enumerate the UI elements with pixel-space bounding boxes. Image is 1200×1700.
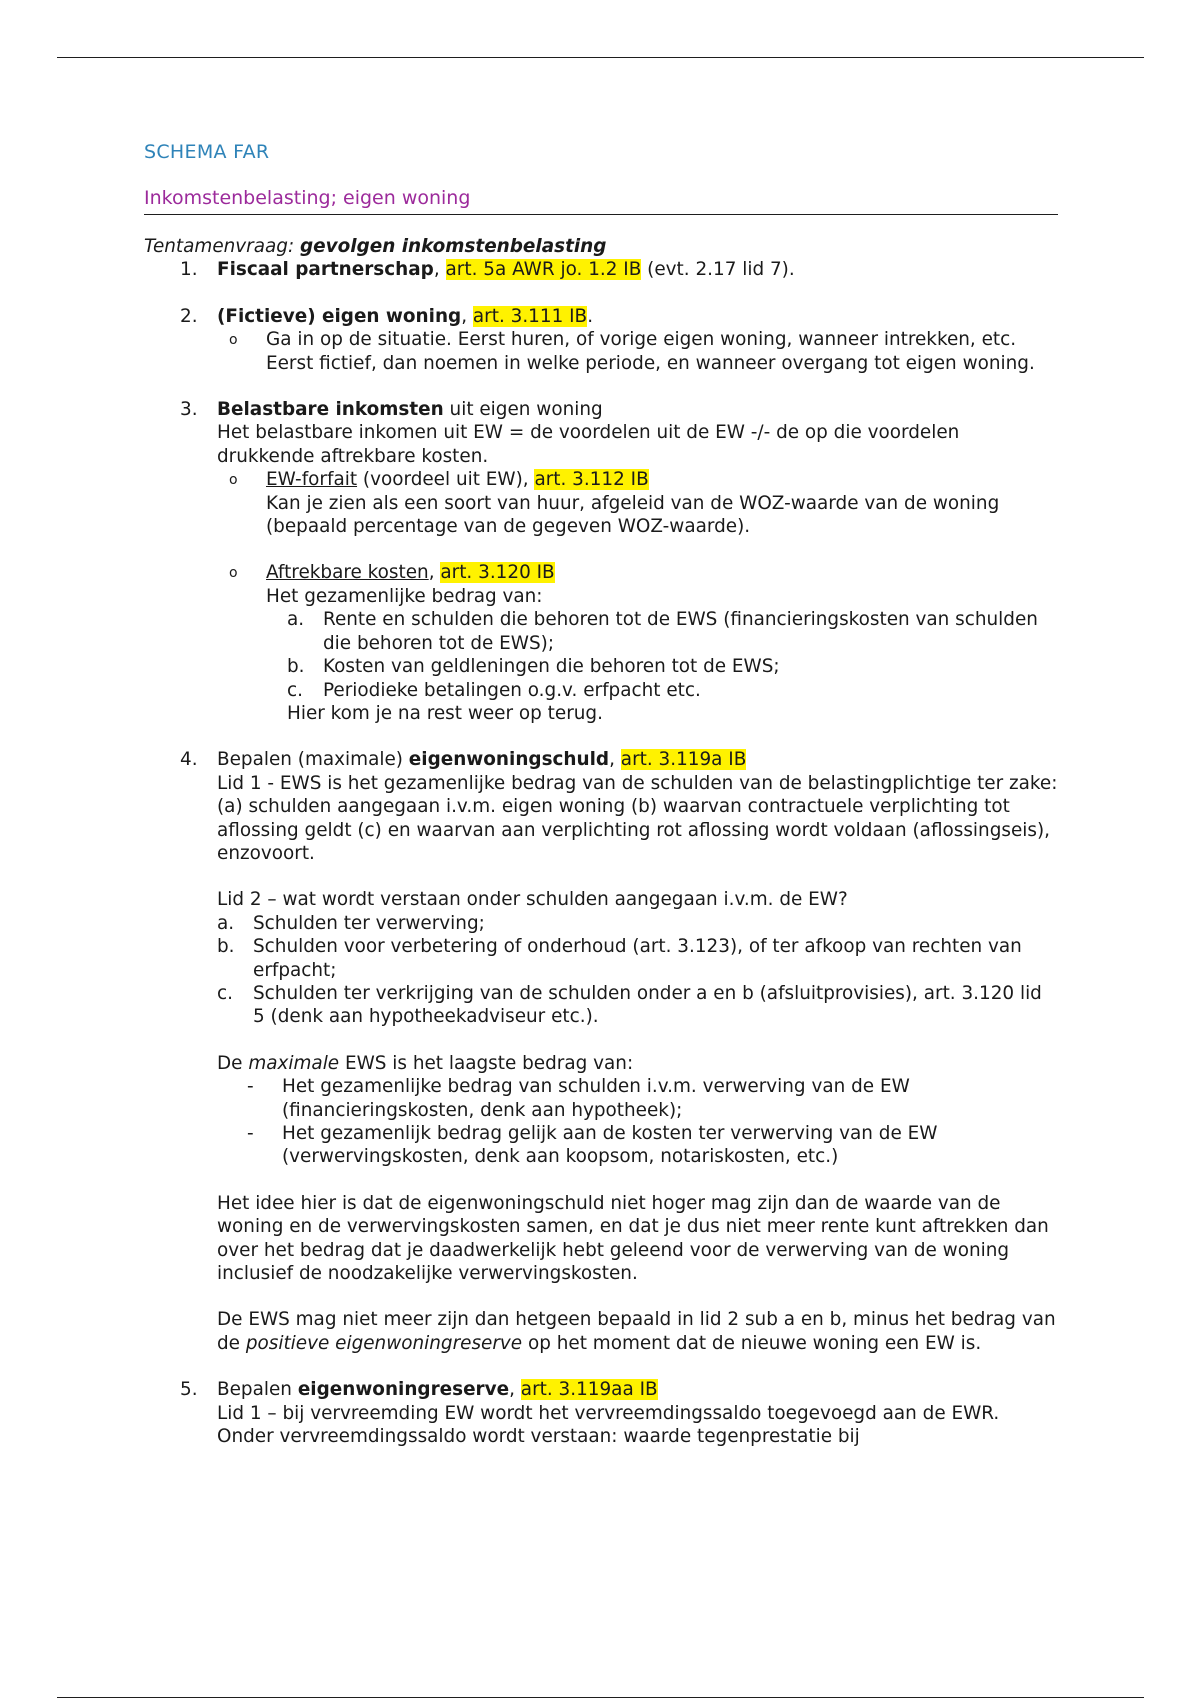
item-heading: (Fictieve) eigen woning <box>217 305 462 327</box>
sub-item <box>287 608 1058 655</box>
article-highlight: art. 3.120 IB <box>440 562 555 584</box>
dash-bullet: - <box>247 1076 254 1098</box>
sub-item-letter: a. <box>217 912 235 934</box>
italic-fragment: maximale <box>248 1052 340 1074</box>
dash-item <box>217 1075 1058 1122</box>
sub-item-text: Kosten van geldleningen die behoren tot de EWS; <box>323 656 780 678</box>
document-subtitle: Inkomstenbelasting; eigen woning <box>144 186 1058 215</box>
separator: , <box>461 305 473 327</box>
document-title: SCHEMA FAR <box>144 141 270 163</box>
circle-bullet-icon: o <box>229 565 238 582</box>
sub-item-letter: b. <box>287 656 305 678</box>
item-number: 3. <box>180 399 198 421</box>
separator: , <box>428 562 441 584</box>
item-heading: Belastbare inkomsten <box>217 399 444 421</box>
separator: , <box>433 259 446 281</box>
item-description: Het belastbare inkomen uit EW = de voordelen uit de EW -/- de op die voordelen drukkende aftrekbare kosten. <box>217 422 960 467</box>
article-highlight: art. 3.119a IB <box>620 749 747 771</box>
sub-item-letter: a. <box>287 609 305 631</box>
bullet-heading: EW-forfait <box>266 469 358 491</box>
item-rest: (evt. 2.17 lid 7). <box>641 259 795 281</box>
sub-item <box>217 982 1058 1029</box>
article-highlight: art. 3.111 IB <box>472 305 588 327</box>
bullet-rest: (voordeel uit EW), <box>357 469 535 491</box>
text-fragment: EWS is het laagste bedrag van: <box>339 1052 634 1074</box>
sub-item-letter: c. <box>287 679 303 701</box>
bullet-text: Ga in op de situatie. Eerst huren, of vorige eigen woning, wanneer intrekken, etc. Eerst fictief, dan noemen in welke periode, en wanneer overgang tot eigen woning. <box>266 329 1035 374</box>
separator: , <box>609 749 621 771</box>
sub-item-text: Periodieke betalingen o.g.v. erfpacht etc. <box>323 679 701 701</box>
lid-2-text: Lid 2 – wat wordt verstaan onder schulden aangegaan i.v.m. de EW? <box>217 889 848 911</box>
bullet-item-ew-forfait <box>217 468 1058 538</box>
sub-item <box>217 935 1058 982</box>
sub-item-text: Schulden voor verbetering of onderhoud (art. 3.123), of ter afkoop van rechten van erfpacht; <box>253 936 1022 981</box>
bullet-heading: Aftrekbare kosten <box>266 562 429 584</box>
item-prefix: Bepalen (maximale) <box>217 749 409 771</box>
item-number: 1. <box>180 259 198 281</box>
dash-item <box>217 1122 1058 1169</box>
italic-fragment: positieve eigenwoningreserve <box>245 1332 523 1354</box>
item-number: 4. <box>180 749 198 771</box>
item-rest: . <box>587 305 594 327</box>
question-topic: gevolgen inkomstenbelasting <box>300 236 607 257</box>
sub-item-letter: b. <box>217 936 235 958</box>
item-number: 5. <box>180 1379 198 1401</box>
separator: , <box>509 1379 521 1401</box>
bullet-item-aftrekbare-kosten <box>217 561 1058 725</box>
main-list <box>144 258 1058 1448</box>
list-item-3 <box>144 398 1058 725</box>
dash-bullet: - <box>247 1123 254 1144</box>
item-prefix: Bepalen <box>217 1379 298 1401</box>
bullet-list <box>217 468 1058 725</box>
sub-item-text: Schulden ter verwerving; <box>253 912 485 934</box>
exam-question <box>144 235 1058 258</box>
ews-paragraph <box>217 1308 1058 1355</box>
lid-1-text: Lid 1 - EWS is het gezamenlijke bedrag van de schulden van de belastingplichtige ter zake: (a) schulden aangegaan i.v.m. eigen woning (b) waarvan contractuele verplichting tot aflossing geldt (c) en waarvan aan verplichting rot aflossing wordt voldaan (aflossingseis), enzovoort. <box>217 772 1058 864</box>
sub-item <box>217 912 1058 935</box>
question-prefix: Tentamenvraag: <box>144 236 300 257</box>
sub-item-letter: c. <box>217 982 233 1004</box>
header-rule <box>57 57 1144 58</box>
bullet-description: Het gezamenlijke bedrag van: <box>266 585 543 607</box>
circle-bullet-icon: o <box>229 332 238 349</box>
sub-item-after: Hier kom je na rest weer op terug. <box>287 702 603 724</box>
bullet-item <box>217 328 1058 375</box>
item-rest: uit eigen woning <box>443 399 603 421</box>
dash-item-text: Het gezamenlijke bedrag van schulden i.v.m. verwerving van de EW (financieringskosten, denk aan hypotheek); <box>282 1076 910 1121</box>
maximale-ews-intro <box>217 1052 1058 1075</box>
dash-item-text: Het gezamenlijk bedrag gelijk aan de kosten ter verwerving van de EW (verwervingskosten, denk aan koopsom, notariskosten, etc.) <box>282 1123 938 1168</box>
circle-bullet-icon: o <box>229 472 238 489</box>
item-heading: eigenwoningschuld <box>408 749 610 771</box>
sub-item <box>287 655 1058 678</box>
list-item-1 <box>144 258 1058 281</box>
sub-item <box>287 679 1058 702</box>
article-highlight: art. 3.112 IB <box>534 469 649 491</box>
lid-1-text: Lid 1 – bij vervreemding EW wordt het vervreemdingssaldo toegevoegd aan de EWR. Onder vervreemdingssaldo wordt verstaan: waarde tegenprestatie bij <box>217 1402 1000 1448</box>
sub-item-text: Rente en schulden die behoren tot de EWS (financieringskosten van schulden die behoren tot de EWS); <box>323 609 1038 654</box>
footer-rule <box>57 1697 1144 1698</box>
idea-paragraph: Het idee hier is dat de eigenwoningschuld niet hoger mag zijn dan de waarde van de woning en de verwervingskosten samen, en dat je dus niet meer rente kunt aftrekken dan over het bedrag dat je daadwerkelijk hebt geleend voor de verwerving van de woning inclusief de noodzakelijke verwervingskosten. <box>217 1192 1049 1285</box>
item-number: 2. <box>180 305 198 327</box>
item-heading: eigenwoningreserve <box>297 1379 510 1401</box>
article-highlight: art. 3.119aa IB <box>520 1379 658 1401</box>
list-item-5 <box>144 1378 1058 1448</box>
item-heading: Fiscaal partnerschap <box>217 259 434 281</box>
article-highlight: art. 5a AWR jo. 1.2 IB <box>445 259 642 281</box>
list-item-2 <box>144 305 1058 375</box>
text-fragment: op het moment dat de nieuwe woning een EW is. <box>522 1332 982 1354</box>
sub-item-text: Schulden ter verkrijging van de schulden onder a en b (afsluitprovisies), art. 3.120 lid 5 (denk aan hypotheekadviseur etc.). <box>253 982 1042 1028</box>
list-item-4 <box>144 748 1058 1355</box>
text-fragment: De <box>217 1052 249 1074</box>
bullet-description: Kan je zien als een soort van huur, afgeleid van de WOZ-waarde van de woning (bepaald percentage van de gegeven WOZ-waarde). <box>266 492 1000 538</box>
document-page <box>144 140 1058 1448</box>
bullet-list <box>181 328 1058 375</box>
text-fragment: De EWS mag niet meer zijn dan hetgeen bepaald in lid 2 sub a en b, minus het bedrag van de <box>217 1309 1056 1354</box>
